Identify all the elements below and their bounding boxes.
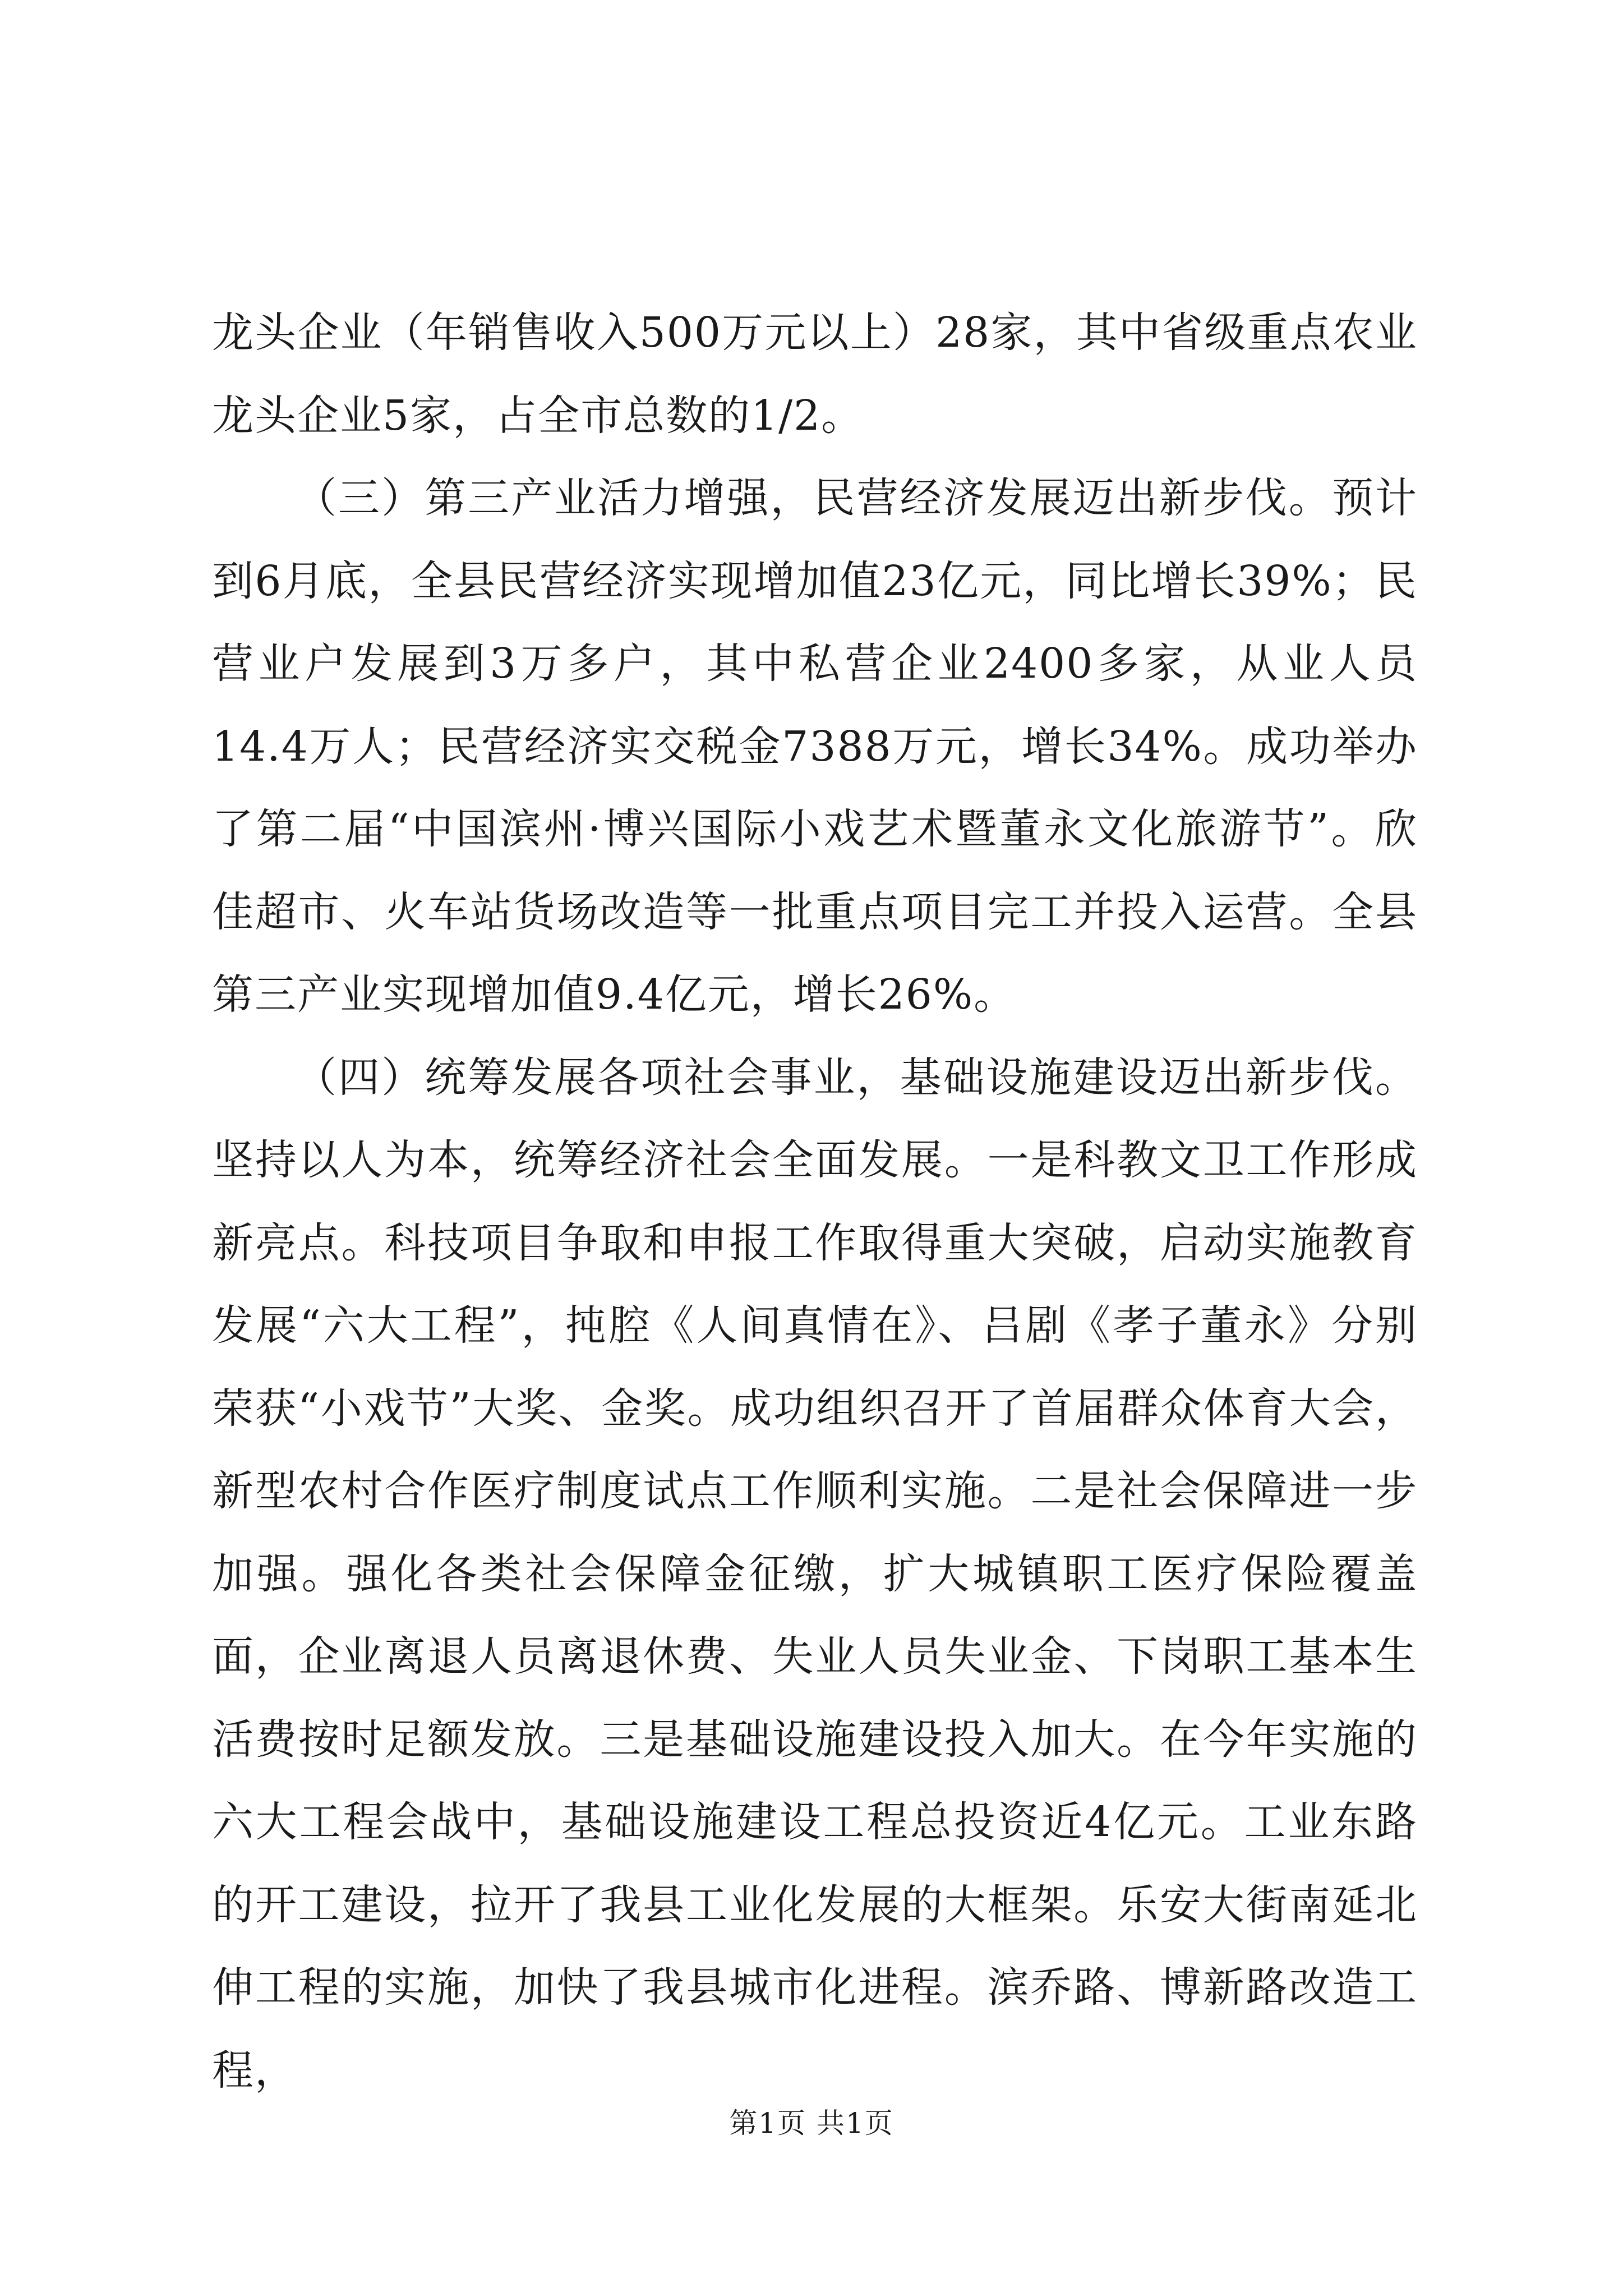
document-body [212, 292, 1418, 2112]
paragraph-tertiary-industry: （三）第三产业活力增强，民营经济发展迈出新步伐。预计到6月底，全县民营经济实现增加值23亿元，同比增长39%；民营业户发展到3万多户，其中私营企业2400多家，从业人员14.4万人；民营经济实交税金7388万元，增长34%。成功举办了第二届“中国滨州·博兴国际小戏艺术暨董永文化旅游节”。欣佳超市、火车站货场改造等一批重点项目完工并投入运营。全县第三产业实现增加值9.4亿元，增长26%。 [212, 474, 1418, 1019]
paragraph-social-development: （四）统筹发展各项社会事业，基础设施建设迈出新步伐。坚持以人为本，统筹经济社会全面发展。一是科教文卫工作形成新亮点。科技项目争取和申报工作取得重大突破，启动实施教育发展“六大工程”，扽腔《人间真情在》、吕剧《孝子董永》分别荣获“小戏节”大奖、金奖。成功组织召开了首届群众体育大会，新型农村合作医疗制度试点工作顺利实施。二是社会保障进一步加强。强化各类社会保障金征缴，扩大城镇职工医疗保险覆盖面，企业离退人员离退休费、失业人员失业金、下岗职工基本生活费按时足额发放。三是基础设施建设投入加大。在今年实施的六大工程会战中，基础设施建设工程总投资近4亿元。工业东路的开工建设，拉开了我县工业化发展的大框架。乐安大街南延北伸工程的实施，加快了我县城市化进程。滨乔路、博新路改造工程， [212, 1053, 1418, 2095]
page-footer: 第1页 共1页 [729, 2107, 894, 2139]
paragraph-continuation: 龙头企业（年销售收入500万元以上）28家，其中省级重点农业龙头企业5家，占全市总数的1/2。 [212, 309, 1418, 440]
